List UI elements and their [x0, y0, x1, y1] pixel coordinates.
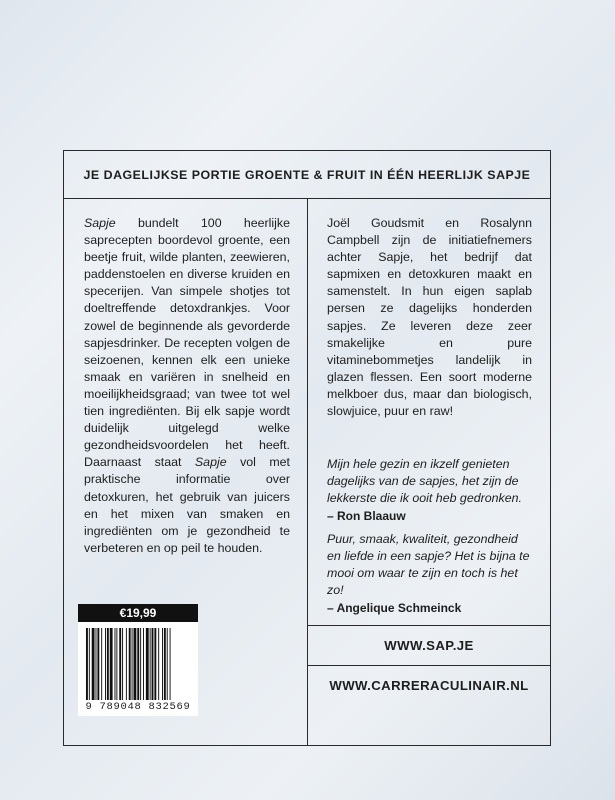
barcode-bar	[122, 628, 123, 700]
barcode-bar	[143, 628, 144, 700]
barcode-bar	[164, 628, 166, 700]
author-intro: Joël Goudsmit en Rosalynn Campbell zijn de initiatiefnemers achter Sapje, het bedrijf dat sapmixen en detoxkuren maakt en samenstelt. In hun eigen saplab persen ze dagelijks honderden sapjes. Ze leveren deze zeer smakelijke en pure vitaminebommetjes landelijk in glazen flessen. Een soort moderne melkboer dus, maar dan biologisch, slowjuice, puur en raw!	[327, 216, 532, 419]
barcode-bar	[119, 628, 121, 700]
website-divider-middle	[307, 665, 551, 666]
barcode-bar	[170, 628, 171, 700]
barcode-bar	[126, 628, 127, 700]
price-label: €19,99	[78, 604, 198, 622]
cover-headline: JE DAGELIJKSE PORTIE GROENTE & FRUIT IN ÉÉN HEERLIJK SAPJE	[64, 151, 550, 199]
barcode-bar	[132, 628, 133, 700]
barcode-bar	[152, 628, 154, 700]
barcode-bar	[110, 628, 113, 700]
quote-text: Mijn hele gezin en ikzelf genieten dagelijks van de sapjes, het zijn de lekkerste die ik ooit heb gedronken.	[327, 457, 522, 506]
barcode-bar	[89, 628, 90, 700]
barcode-bar	[86, 628, 88, 700]
book-title-em: Sapje	[84, 216, 116, 230]
barcode-bar	[92, 628, 95, 700]
barcode-bar	[137, 628, 139, 700]
barcode-block	[78, 604, 198, 716]
barcode	[78, 622, 198, 716]
barcode-bar	[115, 628, 116, 700]
barcode-bar	[167, 628, 168, 700]
quote-author: – Ron Blaauw	[327, 509, 406, 524]
barcode-bar	[140, 628, 141, 700]
quote-ron-blaauw	[327, 456, 532, 525]
quote-text: Puur, smaak, kwaliteit, gezondheid en liefde in een sapje? Het is bijna te mooi om waar te zijn en toch is het zo!	[327, 532, 530, 598]
website-divider-top	[307, 625, 551, 626]
website-sapje: WWW.SAP.JE	[384, 638, 474, 653]
column-divider	[307, 199, 308, 745]
barcode-bar	[154, 628, 156, 700]
book-title-em-2: Sapje	[194, 455, 227, 470]
barcode-bar	[150, 628, 151, 700]
barcode-bar	[162, 628, 163, 700]
barcode-bar	[129, 628, 131, 700]
barcode-bar	[107, 628, 109, 700]
barcode-bar	[96, 628, 97, 700]
barcode-bars	[84, 628, 192, 700]
description-part-a: bundelt 100 heerlijke saprecepten boordevol groente, een beetje fruit, wilde planten, zeewieren, paddenstoelen en diverse kruiden en specerijen. Van simpele shotjes tot doeltreffende detoxdrankjes. Voor zowel de beginnende als gevorderde sapjesdrinker. De recepten volgen de seizoenen, kennen elk een unieke smaak en variëren in snelheid en moeilijkheidsgraad; van twee tot wel tien ingrediënten. Bij elk sapje wordt duidelijk uitgelegd welke gezondheidsvoordelen het heeft. Daarnaast staat	[84, 216, 290, 470]
barcode-bar	[97, 628, 99, 700]
barcode-bar	[101, 628, 102, 700]
isbn-number: 9 789048 832569	[85, 701, 191, 713]
back-cover-frame	[63, 150, 551, 746]
quote-angelique-schmeinck	[327, 531, 532, 617]
barcode-bar	[158, 628, 159, 700]
barcode-bar	[134, 628, 137, 700]
book-description	[84, 215, 290, 557]
barcode-bar	[146, 628, 149, 700]
barcode-bar	[105, 628, 106, 700]
description-part-b: vol met praktische informatie over detoxkuren, het gebruik van juicers en het mixen van smaken en ingrediënten om je gezondheid te verbeteren en op peil te houden.	[84, 455, 290, 555]
quote-author: – Angelique Schmeinck	[327, 601, 462, 616]
barcode-bar	[116, 628, 117, 700]
website-carrera: WWW.CARRERACULINAIR.NL	[329, 678, 529, 693]
